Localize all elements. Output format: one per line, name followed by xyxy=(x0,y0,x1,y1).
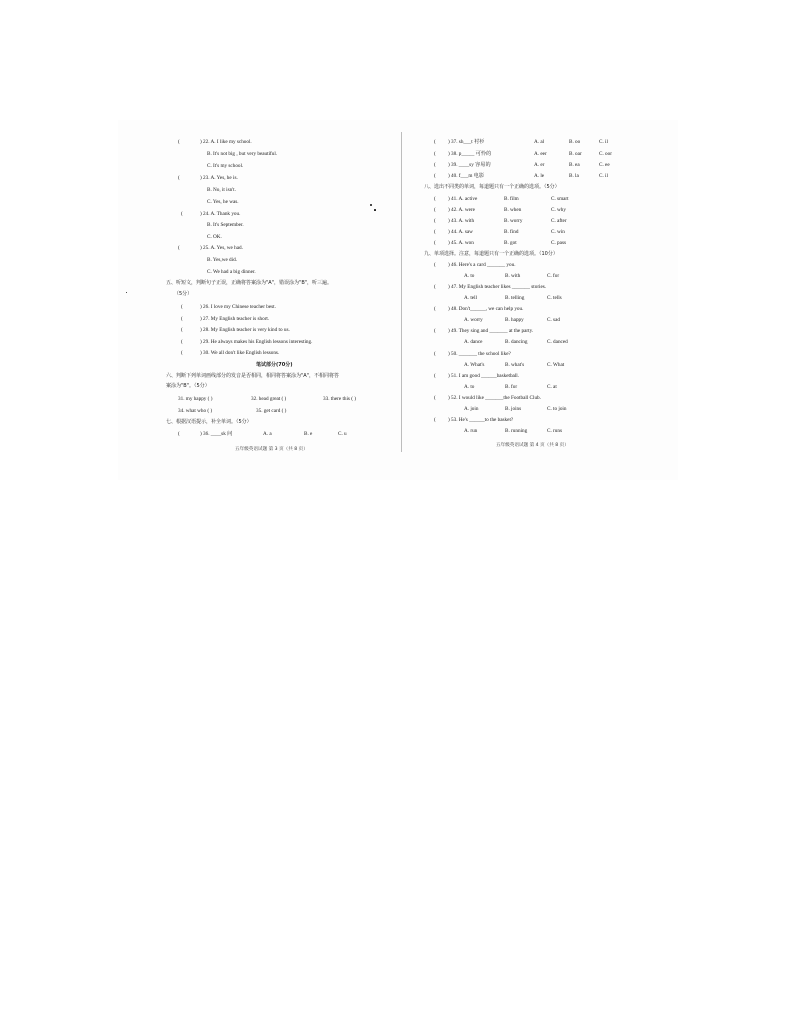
option-c: C. Yes, he was. xyxy=(207,199,239,205)
question-stem: ) 30. We all don't like English lessons. xyxy=(200,350,280,356)
question-35: 35. get card ( ) xyxy=(256,408,287,414)
answer-paren: ( xyxy=(181,211,183,217)
option-a: A. tell xyxy=(464,295,477,301)
question-stem: ) 47. My English teacher likes _______ stories. xyxy=(448,284,547,290)
answer-paren: ( xyxy=(434,207,436,213)
answer-paren: ( xyxy=(434,139,436,145)
option-b: B. running xyxy=(505,428,528,434)
question-stem: ) 28. My English teacher is very kind to us. xyxy=(200,327,290,333)
option-b: B. when xyxy=(504,207,522,213)
answer-paren: ( xyxy=(434,351,436,357)
question-stem: ) 51. I am good ______basketball. xyxy=(448,373,520,379)
scanned-exam-sheet xyxy=(118,120,678,480)
question-stem: ) 39. ____sy 容易的 xyxy=(448,162,491,168)
scan-speck xyxy=(126,292,127,293)
question-stem: ) 42. A. were xyxy=(448,207,475,213)
page-footer: 五年级英语试题 第 3 页（共 8 页） xyxy=(235,447,308,452)
answer-paren: ( xyxy=(434,229,436,235)
scan-speck xyxy=(374,209,376,211)
question-stem: ) 46. Here's a card _______ you. xyxy=(448,262,516,268)
option-c: C. What xyxy=(547,362,565,368)
option-b: B. No, it isn't. xyxy=(207,187,236,193)
option-b: B. joins xyxy=(505,406,522,412)
page-divider xyxy=(401,132,402,452)
answer-paren: ( xyxy=(178,431,180,437)
question-stem: ) 49. They sing and _______ at the party. xyxy=(448,328,534,334)
answer-paren: ( xyxy=(181,327,183,333)
option-c: C. sad xyxy=(547,317,560,323)
option-a: A. le xyxy=(534,173,545,179)
answer-paren: ( xyxy=(434,218,436,224)
question-stem: ) 22. A. I like my school. xyxy=(200,139,252,145)
answer-paren: ( xyxy=(434,173,436,179)
question-stem: ) 38. p_____ 可怜的 xyxy=(448,151,492,157)
option-b: B. happy xyxy=(505,317,524,323)
option-b: B. It's not big , but very beautiful. xyxy=(207,151,278,157)
page-footer: 五年级英语试题 第 4 页（共 8 页） xyxy=(496,443,569,448)
answer-paren: ( xyxy=(178,139,180,145)
option-c: C. OK. xyxy=(207,234,222,240)
answer-paren: ( xyxy=(434,328,436,334)
question-stem: ) 52. I would like _______the Football Club. xyxy=(448,395,541,401)
option-b: B. oo xyxy=(569,139,581,145)
option-b: B. worry xyxy=(504,218,523,224)
answer-paren: ( xyxy=(434,373,436,379)
option-a: A. join xyxy=(464,406,479,412)
section-6-title: 六、判断下列单词画线部分的发音是否相同，相同将答案涂为"A"，不相同将答 xyxy=(166,373,340,379)
option-a: A. What's xyxy=(464,362,485,368)
answer-paren: ( xyxy=(434,306,436,312)
option-b: B. film xyxy=(504,196,519,202)
option-a: A. run xyxy=(464,428,478,434)
question-stem: ) 44. A. saw xyxy=(448,229,473,235)
option-c: C. ee xyxy=(599,162,610,168)
written-part-title: 笔试部分(70分) xyxy=(256,362,293,368)
section-6-title-cont: 案涂为"B"。（5分） xyxy=(166,383,210,389)
option-c: C. u xyxy=(338,431,347,437)
option-c: C. runs xyxy=(547,428,562,434)
question-stem: ) 41. A. active xyxy=(448,196,478,202)
option-a: A. dance xyxy=(464,339,483,345)
section-9-title: 九、单项选择。注意，每道题只有一个正确的选项。（10分） xyxy=(424,251,558,257)
option-c: C. oor xyxy=(599,151,612,157)
option-a: A. to xyxy=(464,273,475,279)
option-b: B. find xyxy=(504,229,519,235)
option-a: A. er xyxy=(534,162,545,168)
option-b: B. ea xyxy=(569,162,580,168)
question-32: 32. head great ( ) xyxy=(251,396,287,402)
answer-paren: ( xyxy=(434,417,436,423)
question-stem: ) 53. He's ______to the basket? xyxy=(448,417,514,423)
answer-paren: ( xyxy=(434,395,436,401)
answer-paren: ( xyxy=(181,316,183,322)
option-b: B. telling xyxy=(505,295,525,301)
option-b: B. la xyxy=(569,173,579,179)
scan-speck xyxy=(370,204,372,206)
option-c: C. il xyxy=(599,139,608,145)
question-stem: ) 36. ____sk 问 xyxy=(200,431,233,437)
answer-paren: ( xyxy=(181,339,183,345)
section-8-title: 八、选出不同类的单词，每道题只有一个正确的选项。（5分） xyxy=(424,184,560,190)
option-b: B. It's September. xyxy=(207,222,244,228)
question-stem: ) 23. A. Yes, he is. xyxy=(200,175,238,181)
answer-paren: ( xyxy=(434,262,436,268)
option-c: C. il xyxy=(599,173,608,179)
answer-paren: ( xyxy=(434,284,436,290)
answer-paren: ( xyxy=(178,245,180,251)
option-c: C. pass xyxy=(551,240,566,246)
question-34: 34. what who ( ) xyxy=(178,408,213,414)
option-a: A. a xyxy=(263,431,272,437)
question-33: 33. there this ( ) xyxy=(323,396,356,402)
option-c: C. why xyxy=(551,207,566,213)
option-c: C. smart xyxy=(551,196,569,202)
section-5-score: （5分） xyxy=(174,291,193,297)
question-stem: ) 40. f___m 电影 xyxy=(448,173,485,179)
option-b: B. oar xyxy=(569,151,582,157)
option-c: C. We had a big dinner. xyxy=(207,269,256,275)
question-stem: ) 45. A. won xyxy=(448,240,474,246)
option-c: C. tells xyxy=(547,295,562,301)
option-c: C. at xyxy=(547,384,557,390)
option-b: B. got xyxy=(504,240,517,246)
answer-paren: ( xyxy=(434,196,436,202)
option-a: A. worry xyxy=(464,317,483,323)
option-b: B. for xyxy=(505,384,518,390)
answer-paren: ( xyxy=(181,350,183,356)
option-a: A. eer xyxy=(534,151,547,157)
question-31: 31. my happy ( ) xyxy=(178,396,213,402)
question-stem: ) 25. A. Yes, we had. xyxy=(200,245,243,251)
option-c: C. win xyxy=(551,229,565,235)
option-c: C. for xyxy=(547,273,560,279)
section-7-title: 七、根据汉语提示，补全单词。（5分） xyxy=(166,419,252,425)
option-c: C. after xyxy=(551,218,567,224)
option-b: B. what's xyxy=(505,362,525,368)
question-stem: ) 37. sh___t 衬衫 xyxy=(448,139,485,145)
option-b: B. e xyxy=(304,431,313,437)
option-a: A. to xyxy=(464,384,475,390)
question-stem: ) 29. He always makes his English lessons interesting. xyxy=(200,339,313,345)
question-stem: ) 27. My English teacher is short. xyxy=(200,316,270,322)
question-stem: ) 43. A. with xyxy=(448,218,475,224)
option-b: B. with xyxy=(505,273,521,279)
answer-paren: ( xyxy=(434,240,436,246)
answer-paren: ( xyxy=(434,151,436,157)
answer-paren: ( xyxy=(434,162,436,168)
answer-paren: ( xyxy=(178,175,180,181)
question-stem: ) 50. _______ the school like? xyxy=(448,351,511,357)
question-stem: ) 48. Don't______, we can help you. xyxy=(448,306,524,312)
section-5-title: 五、听短文，判断句子正误，正确将答案涂为"A"，错误涂为"B"，听三遍。 xyxy=(166,280,333,286)
option-c: C. It's my school. xyxy=(207,163,244,169)
question-stem: ) 24. A. Thank you. xyxy=(200,211,241,217)
option-b: B. Yes,we did. xyxy=(207,257,237,263)
question-stem: ) 26. I love my Chinese teacher best. xyxy=(200,304,276,310)
option-c: C. danced xyxy=(547,339,568,345)
option-b: B. dancing xyxy=(505,339,528,345)
option-c: C. to join xyxy=(547,406,567,412)
option-a: A. al xyxy=(534,139,545,145)
answer-paren: ( xyxy=(181,304,183,310)
